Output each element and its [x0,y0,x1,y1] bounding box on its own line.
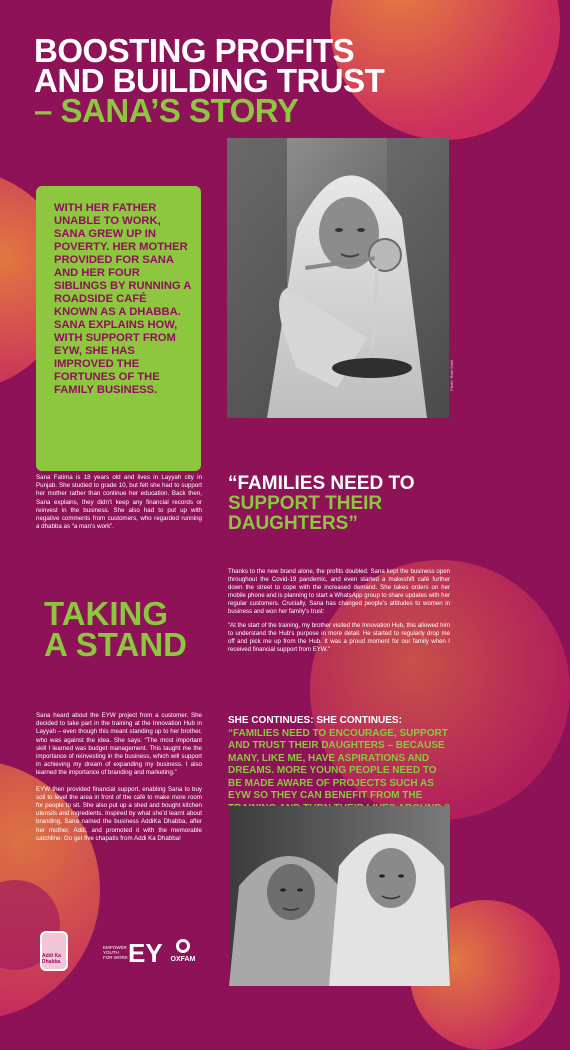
quote-lead: SHE CONTINUES: SHE CONTINUES: [228,715,402,726]
body-text-results [228,568,450,660]
pull-quote-headline [228,474,448,534]
addi-logo-text: Addi Ka Dhabba [42,953,61,965]
oxfam-logo [166,939,200,973]
photo-credit: Photo: Rabi Sohil [449,360,455,391]
portrait-photo-illustration [227,138,449,418]
title-line-2: AND BUILDING TRUST [34,62,385,99]
title-line-3: – SANA’S STORY [34,92,299,129]
paragraph: EYW then provided financial support, enabling Sana to buy soil to level the area in front of the café to make more room for people to sit. She also put up a shed and bought kitchen utensils and ingredients. Inspired by what she’d learnt about branding, Sana named the business AddiKa Dhabba, after her mother, Addi, and promoted it with the memorable catchline: Go get five chapatis from Addi Ka Dhabba! [36,785,202,842]
pull-quote-line-2: SUPPORT THEIR DAUGHTERS” [228,493,383,534]
section-heading-line-1: TAKING [44,595,169,632]
body-text-intro [36,474,202,531]
oxfam-icon [176,939,190,953]
pull-quote-line-1: “FAMILIES NEED TO [228,473,415,494]
intro-box [36,186,201,471]
partner-logos [0,925,488,985]
eyw-logo-mark: EY [128,938,163,968]
portrait-photo-sana [227,138,455,418]
empower-youth-for-work-logo [103,938,163,969]
pull-quote-continues [228,715,452,815]
body-text-taking-a-stand [36,712,202,851]
paragraph: Sana Fatima is 18 years old and lives in Layyah city in Punjab. She studied to grade 10, but felt she had to support her mother rather than continue her education. Back then, Sana explains, they didn’t keep any financial records or reinvest in the business. She also had to put up with negative comments from customers, who regarded running a dhabba as “a man’s work”. [36,474,202,531]
section-heading-line-2: A STAND [44,626,187,663]
paragraph: “At the start of the training, my brother visited the Innovation Hub, this allowed him to understand the Hub’s purpose in more detail. He started to regularly drop me off and pick me up from the Hub. It was a proud moment for our family when I received financial support from EYW.” [228,622,450,653]
oxfam-logo-text: OXFAM [170,956,196,963]
eyw-logo-small-text: EMPOWER YOUTH FOR WORK [103,945,128,960]
paragraph: Thanks to the new brand alone, the profits doubled. Sana kept the business open throughout the Covid-19 pandemic, and even started a makeshift café further down the street to cope with the increased demand. She takes orders on her mobile phone and is planning to start a WhatsApp group to share updates with her regular customers. Crucially, Sana has changed people’s attitudes to women in business and won her family’s trust: [228,568,450,615]
section-heading [44,595,187,663]
page-title [34,32,464,129]
addi-ka-dhabba-logo [40,931,68,971]
title-line-1: BOOSTING PROFITS [34,32,355,69]
paragraph: Sana heard about the EYW project from a customer. She decided to take part in the training at the Innovation Hub in Layyah – even though this meant standing up to her brother, who was against the idea. She says: “The most important skill I learned was budget management. This taught me the importance of reinvesting in the business, which will support in achieving my dream of expanding my business. I also learned the importance of branding and marketing.” [36,712,202,777]
quote-text: “FAMILIES NEED TO ENCOURAGE, SUPPORT AND TRUST THEIR DAUGHTERS – BECAUSE MANY, LIKE ME, HAVE ASPIRATIONS AND DREAMS. MORE YOUNG PEOPLE NEED TO BE MADE AWARE OF PROJECTS SUCH AS EYW SO THEY CAN BENEFIT FROM THE [228,727,448,801]
intro-text: WITH HER FATHER UNABLE TO WORK, SANA GREW UP IN POVERTY. HER MOTHER PROVIDED FOR SANA AND HER FOUR SIBLINGS BY RUNNING A ROADSIDE CAFÉ KNOWN AS A DHABBA. SANA EXPLAINS HOW, WITH SUPPORT FROM EYW, SHE HAS IMPROVED THE FORTUNES OF THE FAMILY BUSINESS. [54,202,191,396]
